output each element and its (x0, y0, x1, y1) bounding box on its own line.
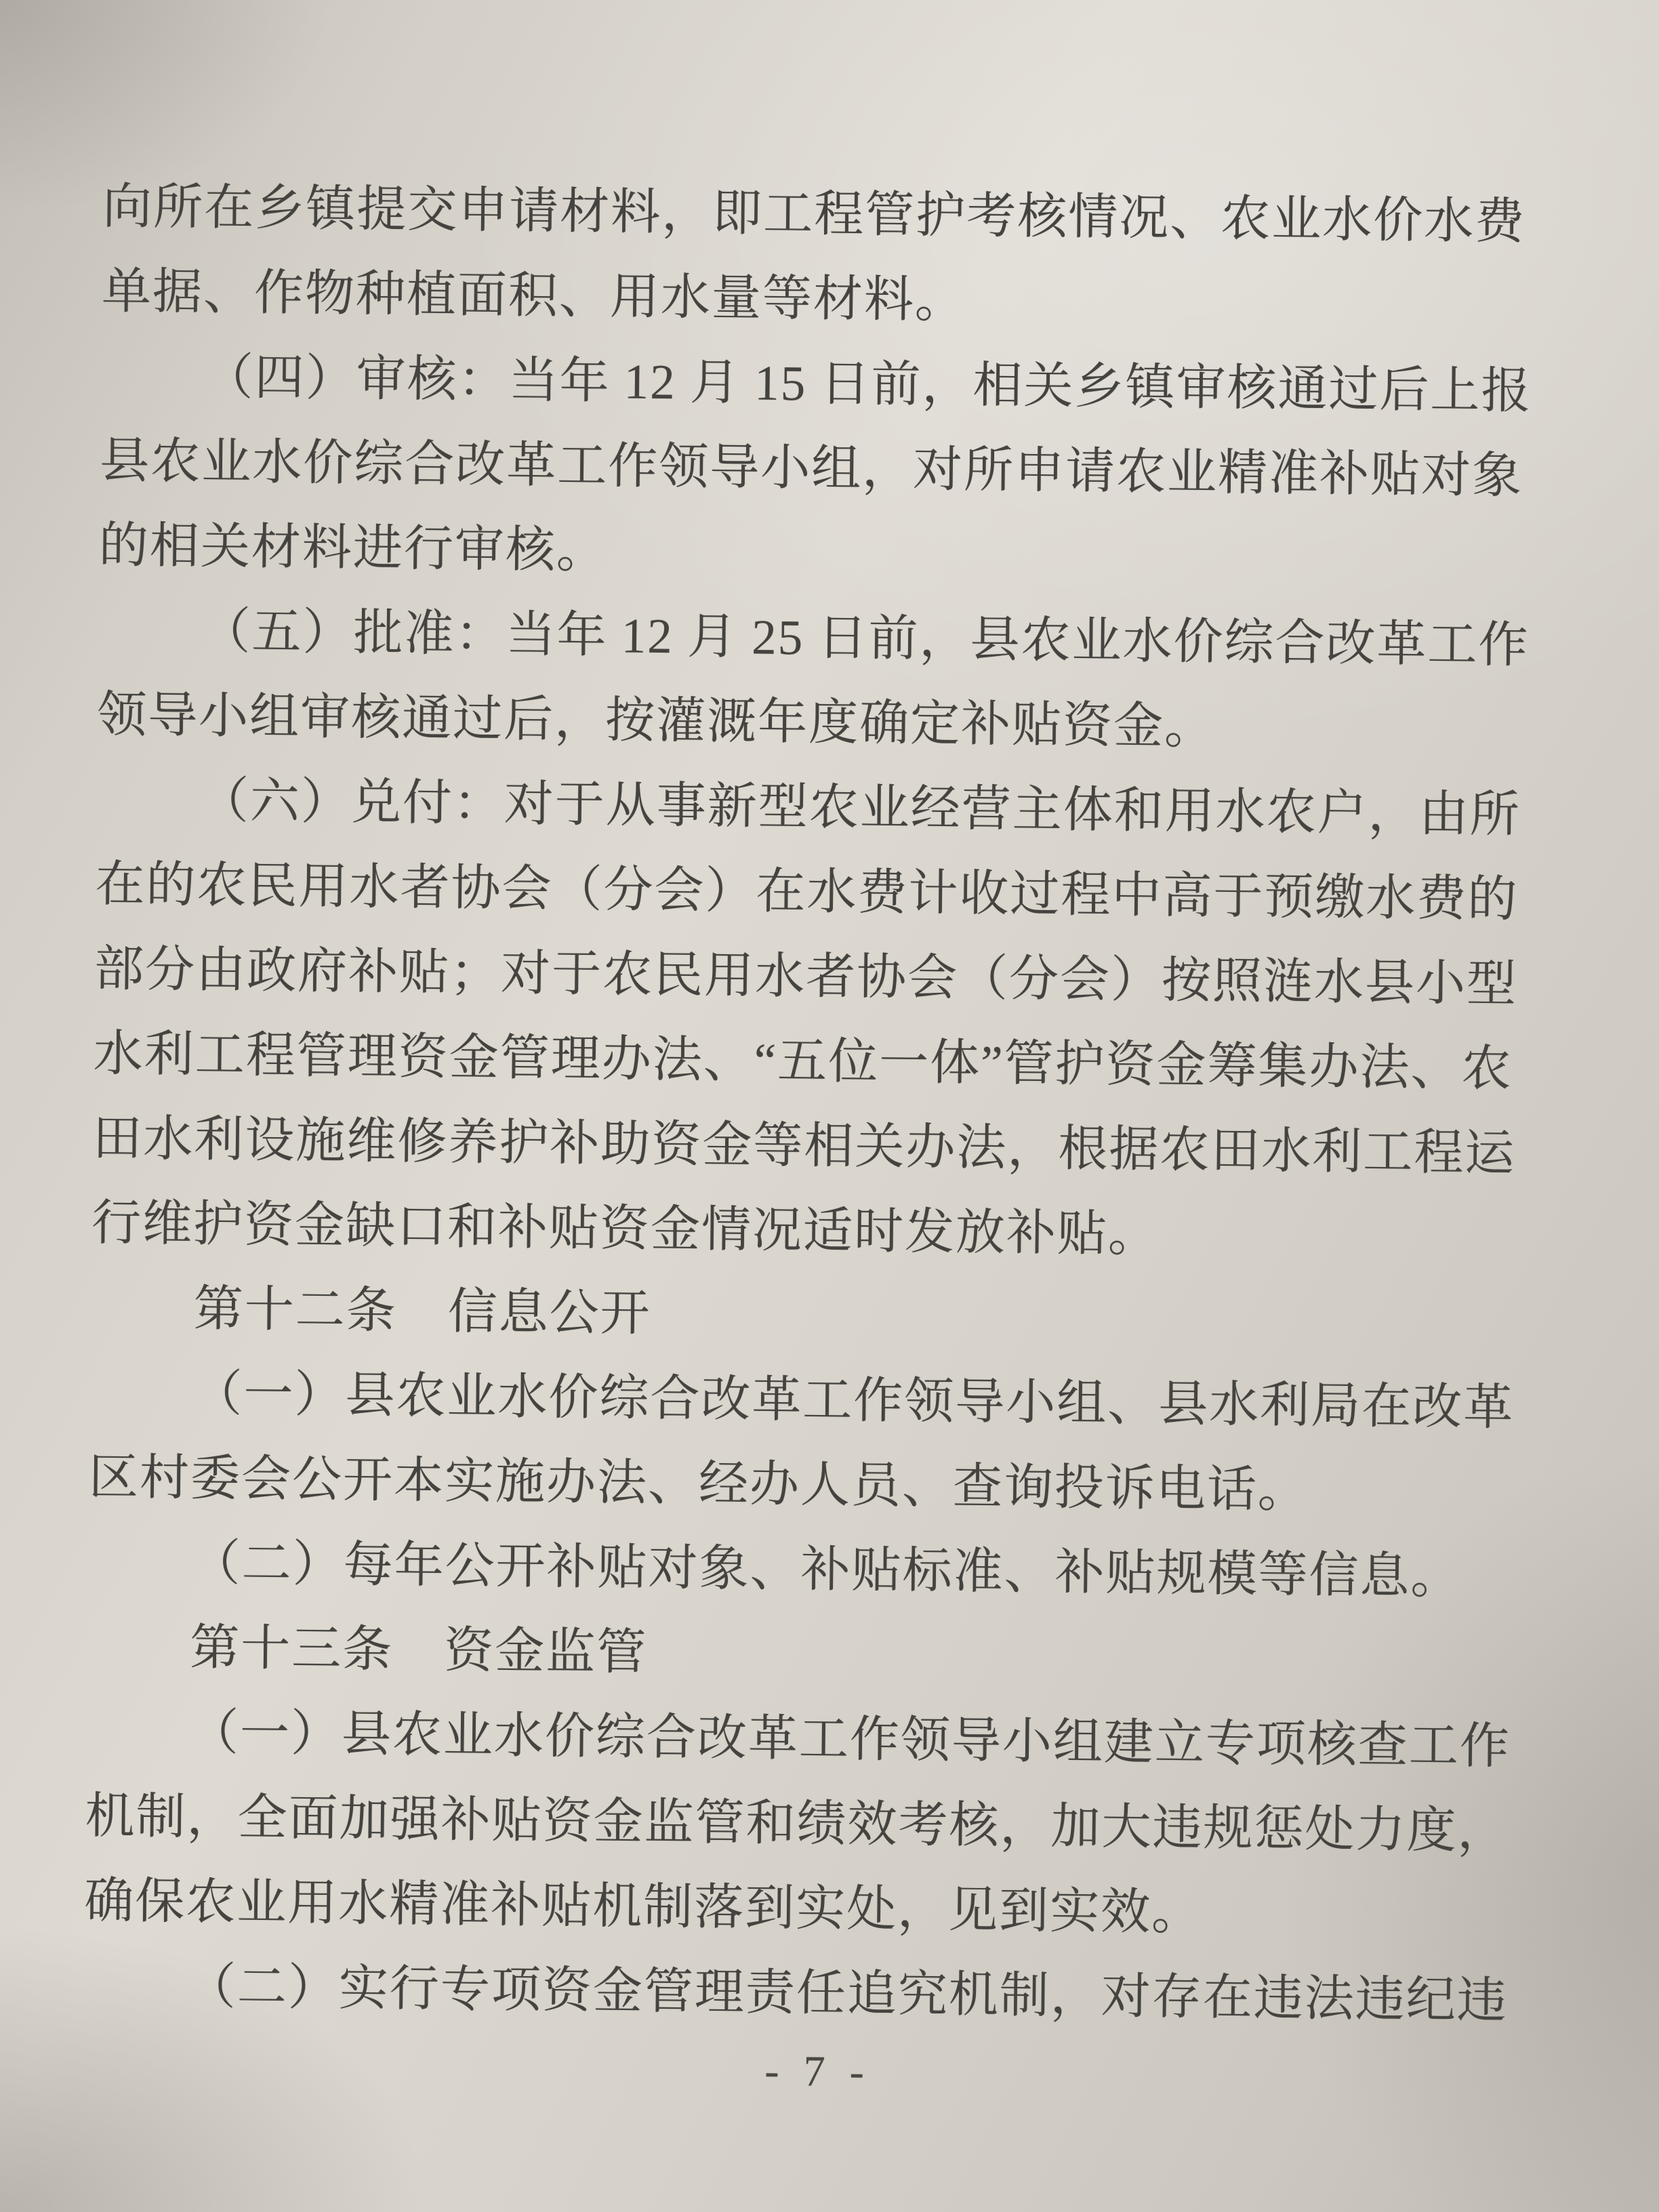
document-body (82, 164, 1574, 2104)
text-line: 行维护资金缺口和补贴资金情况适时发放补贴。 (91, 1195, 1160, 1262)
text-line: 部分由政府补贴；对于农民用水者协会（分会）按照涟水县小型 (94, 941, 1518, 1012)
text-line: 县农业水价综合改革工作领导小组，对所申请农业精准补贴对象 (99, 432, 1523, 504)
text-line: （六）兑付：对于从事新型农业经营主体和用水农户，由所 (199, 773, 1521, 842)
text-line: 的相关材料进行审核。 (98, 517, 608, 579)
text-line: （一）县农业水价综合改革工作领导小组、县水利局在改革 (192, 1366, 1515, 1435)
text-line: （四）审核：当年 12 月 15 日前，相关乡镇审核通过后上报 (203, 349, 1532, 419)
section-heading: 第十二条 信息公开 (193, 1281, 652, 1341)
text-line: 确保农业用水精准补贴机制落到实处，见到实效。 (83, 1872, 1203, 1940)
page-number: - 7 - (764, 2046, 872, 2096)
text-line: 区村委会公开本实施办法、经办人员、查询投诉电话。 (88, 1449, 1309, 1518)
text-line: 单据、作物种植面积、用水量等材料。 (101, 263, 966, 328)
text-line: 水利工程管理资金管理办法、“五位一体”管护资金筹集办法、农 (93, 1025, 1513, 1097)
text-line: 机制，全面加强补贴资金监管和绩效考核，加大违规惩处力度， (85, 1788, 1509, 1859)
section-heading: 第十三条 资金监管 (189, 1620, 648, 1680)
text-line: （二）每年公开补贴对象、补贴标准、补贴规模等信息。 (190, 1535, 1462, 1604)
text-line: （一）县农业水价综合改革工作领导小组建立专项核查工作 (188, 1704, 1511, 1774)
text-line: 领导小组审核通过后，按灌溉年度确定补贴资金。 (96, 687, 1216, 754)
text-line: 向所在乡镇提交申请材料，即工程管护考核情况、农业水价水费 (102, 178, 1526, 249)
text-line: 田水利设施维修养护补助资金等相关办法，根据农田水利工程运 (92, 1110, 1516, 1181)
text-line: 在的农民用水者协会（分会）在水费计收过程中高于预缴水费的 (95, 856, 1519, 927)
text-line: （五）批准：当年 12 月 25 日前，县农业水价综合改革工作 (201, 603, 1530, 673)
text-line: （二）实行专项资金管理责任追究机制，对存在违法违纪违 (186, 1959, 1509, 2028)
